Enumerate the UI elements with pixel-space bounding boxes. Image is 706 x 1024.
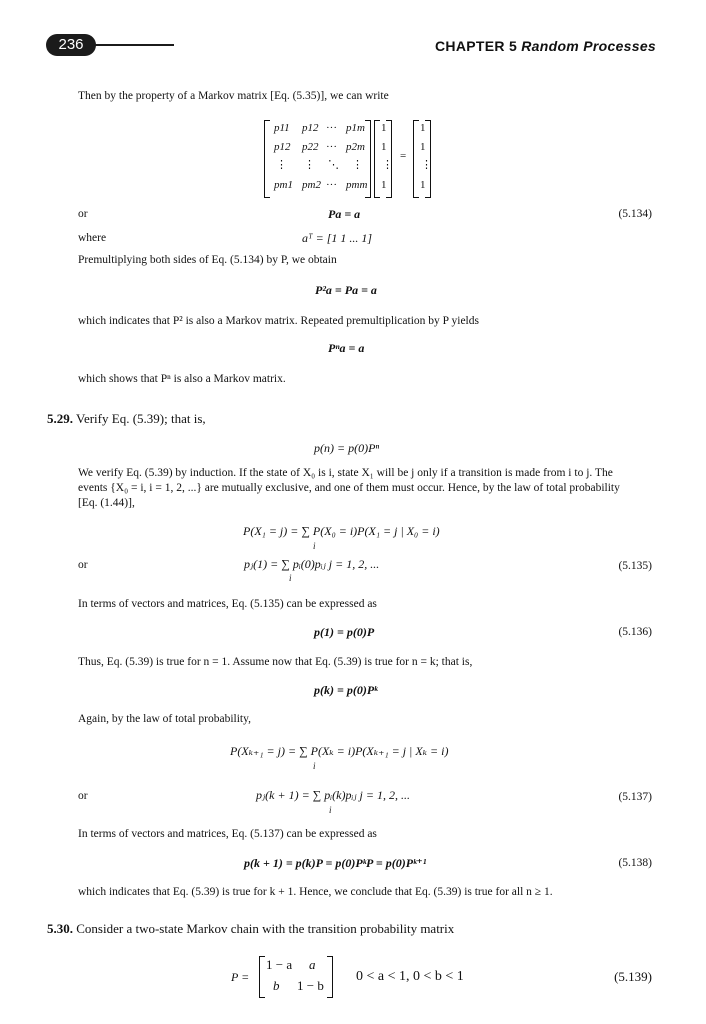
markov-matrix-equation (264, 120, 436, 198)
equation-a-transpose: aᵀ = [1 1 ... 1] (302, 231, 373, 245)
result-vector-left-bracket (413, 120, 419, 198)
vector-cell: 1 (381, 179, 387, 191)
matrix-left-bracket (259, 956, 265, 998)
equation-5-138: p(k + 1) = p(k)P = p(0)PᵏP = p(0)Pᵏ⁺¹ (244, 856, 427, 870)
matrix-cell: ⋮ (276, 159, 287, 171)
sum-index: i (329, 805, 332, 815)
problem-5-30-heading (47, 921, 454, 937)
matrix-cell: p11 (274, 122, 290, 134)
matrix-cell: p1m (346, 122, 365, 134)
matrix-cell: 1 − b (297, 978, 324, 993)
equation-number: (5.134) (618, 208, 652, 220)
equation-pna: Pⁿa = a (328, 341, 365, 355)
sum-index: i (289, 573, 292, 583)
paragraph-induction: We verify Eq. (5.39) by induction. If the state of X₀ is i, state X₁ will be j only if a transition is made from i to j. The events {X₀ = i, i = 1, 2, ...} are mutually exclusive, and one of them must occur. Hence, by the law of total probability [Eq. (1.44)], (78, 467, 620, 509)
matrix-left-bracket (264, 120, 270, 198)
equation-number: (5.135) (618, 560, 652, 572)
page-number-badge: 236 (46, 34, 96, 56)
paragraph-markov-property: Then by the property of a Markov matrix [Eq. (5.35)], we can write (78, 90, 389, 102)
matrix-cell: b (273, 978, 280, 993)
paragraph-vector-form-135: In terms of vectors and matrices, Eq. (5.135) can be expressed as (78, 598, 377, 610)
paragraph-induction-step: Thus, Eq. (5.39) is true for n = 1. Assume now that Eq. (5.39) is true for n = k; that is, (78, 656, 473, 668)
paragraph-total-probability-again: Again, by the law of total probability, (78, 713, 251, 725)
matrix-cell: a (309, 957, 316, 972)
equation-5-135: pⱼ(1) = ∑ pᵢ(0)pᵢⱼ j = 1, 2, ... (244, 557, 380, 571)
transition-matrix-equation (231, 956, 371, 1000)
vector-cell: ⋮ (382, 159, 393, 171)
matrix-cell: ··· (326, 179, 337, 191)
label-where: where (78, 232, 107, 244)
matrix-right-bracket (327, 956, 333, 998)
chapter-label: CHAPTER 5 (435, 38, 518, 54)
matrix-lhs: P = (231, 970, 250, 984)
vector-cell: ⋮ (421, 159, 432, 171)
equation-pk: p(k) = p(0)Pᵏ (314, 683, 378, 697)
equals-sign: = (400, 150, 407, 162)
equation-pn: p(n) = p(0)Pⁿ (314, 441, 380, 455)
equation-pa-a: Pa = a (328, 207, 361, 221)
problem-number: 5.30. (47, 921, 73, 936)
vector-cell: 1 (381, 141, 387, 153)
sum-index: i (313, 541, 316, 551)
matrix-cell: pm1 (274, 179, 293, 191)
matrix-cell: ··· (326, 141, 337, 153)
matrix-cell: p2m (346, 141, 365, 153)
paragraph-conclusion: which indicates that Eq. (5.39) is true for k + 1. Hence, we conclude that Eq. (5.39) is true for all n ≥ 1. (78, 886, 553, 898)
matrix-cell: pmm (346, 179, 368, 191)
vector-cell: 1 (381, 122, 387, 134)
matrix-cell: ⋱ (328, 159, 339, 171)
paragraph-premultiply: Premultiplying both sides of Eq. (5.134) by P, we obtain (78, 254, 337, 266)
paragraph-vector-form-137: In terms of vectors and matrices, Eq. (5.137) can be expressed as (78, 828, 377, 840)
equation-number: (5.138) (618, 857, 652, 869)
chapter-title: Random Processes (521, 38, 656, 54)
equation-p1: p(1) = p(0)P (314, 625, 375, 639)
chapter-heading (435, 38, 656, 54)
equation-total-probability-2: P(Xₖ₊₁ = j) = ∑ P(Xₖ = i)P(Xₖ₊₁ = j | Xₖ = i) (230, 744, 449, 758)
matrix-cell: p12 (302, 122, 319, 134)
matrix-cell: 1 − a (266, 957, 293, 972)
problem-5-29-heading (47, 411, 206, 427)
paragraph-pn-markov: which shows that Pⁿ is also a Markov matrix. (78, 373, 286, 385)
paragraph-p2-markov: which indicates that P² is also a Markov matrix. Repeated premultiplication by P yields (78, 315, 479, 327)
equation-total-probability-1: P(X₁ = j) = ∑ P(X₀ = i)P(X₁ = j | X₀ = i) (243, 524, 440, 538)
header-rule (92, 44, 174, 46)
matrix-cell: ··· (326, 122, 337, 134)
label-or: or (78, 790, 88, 802)
equation-number: (5.139) (614, 969, 652, 984)
equation-number: (5.137) (618, 791, 652, 803)
matrix-cell: ⋮ (352, 159, 363, 171)
equation-number: (5.136) (618, 626, 652, 638)
problem-statement: Verify Eq. (5.39); that is, (76, 411, 206, 426)
sum-index: i (313, 761, 316, 771)
vector-cell: 1 (420, 141, 426, 153)
vector-cell: 1 (420, 179, 426, 191)
matrix-cell: p12 (274, 141, 291, 153)
vector-left-bracket (374, 120, 380, 198)
vector-cell: 1 (420, 122, 426, 134)
label-or: or (78, 559, 88, 571)
parameter-constraint: 0 < a < 1, 0 < b < 1 (356, 969, 464, 984)
problem-number: 5.29. (47, 411, 73, 426)
matrix-cell: p22 (302, 141, 319, 153)
equation-5-137: pⱼ(k + 1) = ∑ pᵢ(k)pᵢⱼ j = 1, 2, ... (256, 788, 410, 802)
problem-statement: Consider a two-state Markov chain with the transition probability matrix (76, 921, 455, 936)
matrix-cell: pm2 (302, 179, 321, 191)
label-or: or (78, 208, 88, 220)
matrix-cell: ⋮ (304, 159, 315, 171)
equation-p2a: P²a = Pa = a (315, 283, 377, 297)
